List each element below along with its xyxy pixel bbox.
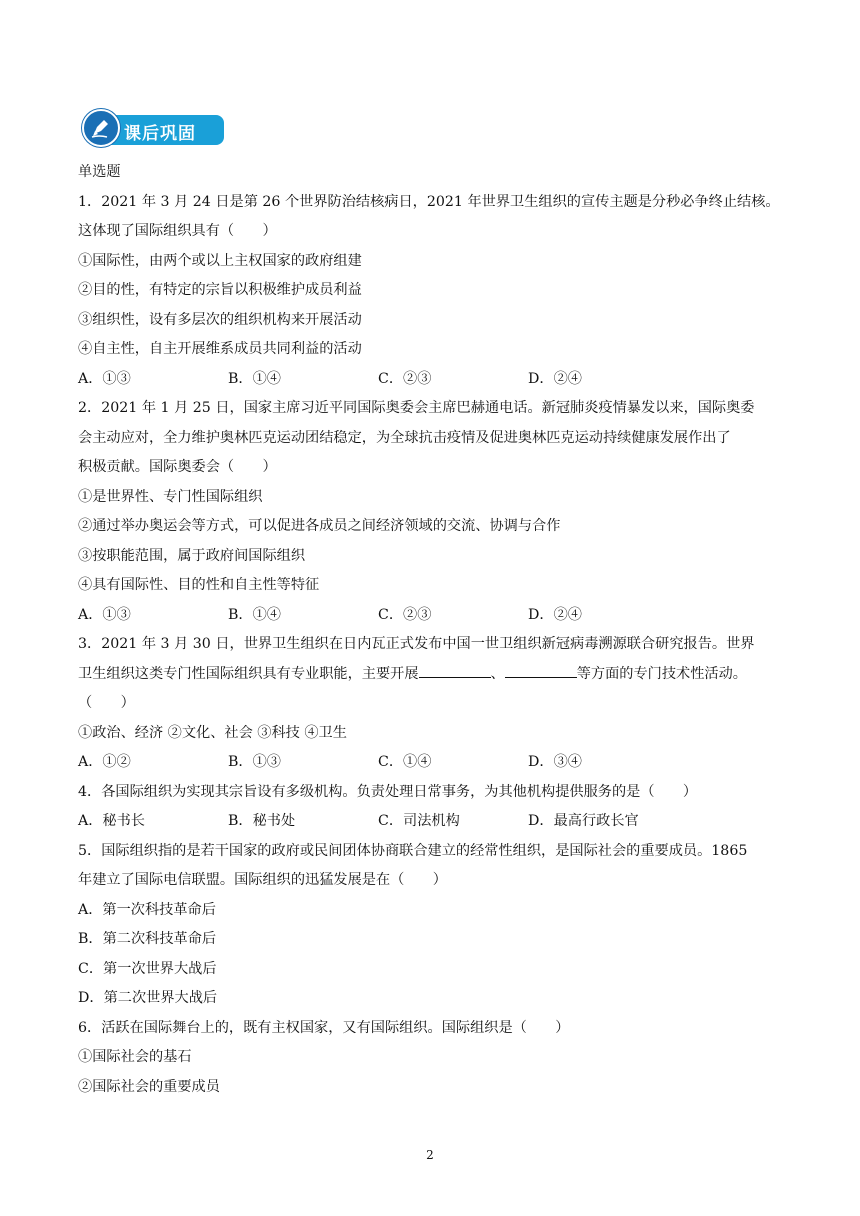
question-stem: 这体现了国际组织具有（ ）	[78, 223, 277, 239]
question-stem: 6．活跃在国际舞台上的，既有主权国家，又有国际组织。国际组织是（ ）	[78, 1019, 570, 1036]
question-stem: 5．国际组织指的是若干国家的政府或民间团体协商联合建立的经常性组织，是国际社会的重要成员。1865	[78, 842, 748, 859]
statement-item: ②通过举办奥运会等方式，可以促进各成员之间经济领域的交流、协调与合作	[78, 518, 561, 534]
pencil-icon	[89, 116, 113, 140]
statement-item: ③按职能范围，属于政府间国际组织	[78, 547, 306, 564]
option-d[interactable]: D．最高行政长官	[528, 813, 639, 829]
option-a[interactable]: A．①②	[78, 754, 131, 770]
statement-item: ②国际社会的重要成员	[78, 1078, 220, 1095]
section-label: 单选题	[78, 164, 121, 180]
option-c[interactable]: C．②③	[378, 370, 432, 387]
question-stem: 3．2021 年 3 月 30 日，世界卫生组织在日内瓦正式发布中国一世卫组织新冠病毒溯源联合研究报告。世界	[78, 636, 755, 652]
option-d[interactable]: D．第二次世界大战后	[78, 990, 218, 1006]
answer-options	[78, 748, 790, 778]
stem-separator: 、	[490, 665, 505, 682]
question-2	[78, 394, 790, 630]
document-body	[78, 158, 790, 1102]
option-a[interactable]: A．①③	[78, 370, 131, 387]
statement-item: ③组织性，设有多层次的组织机构来开展活动	[78, 311, 362, 328]
option-b[interactable]: B．秘书处	[228, 813, 296, 829]
option-a[interactable]: A．秘书长	[78, 813, 145, 829]
banner-circle	[82, 109, 120, 147]
section-banner	[82, 109, 224, 147]
answer-options	[78, 807, 790, 837]
statement-item: ④自主性，自主开展维系成员共同利益的活动	[78, 341, 362, 357]
option-c[interactable]: C．司法机构	[378, 813, 460, 829]
question-1	[78, 188, 790, 395]
question-stem	[78, 660, 790, 690]
question-stem: 年建立了国际电信联盟。国际组织的迅猛发展是在（ ）	[78, 872, 447, 888]
answer-options	[78, 601, 790, 631]
stem-text: 卫生组织这类专门性国际组织具有专业职能，主要开展	[78, 665, 419, 682]
question-stem: 4．各国际组织为实现其宗旨设有多级机构。负责处理日常事务，为其他机构提供服务的是（ ）	[78, 783, 698, 800]
statement-item: ①国际性，由两个或以上主权国家的政府组建	[78, 252, 362, 269]
option-b[interactable]: B．①③	[228, 754, 281, 770]
option-b[interactable]: B．第二次科技革命后	[78, 931, 217, 947]
option-c[interactable]: C．②③	[378, 606, 432, 623]
option-d[interactable]: D．②④	[528, 606, 582, 623]
fill-blank[interactable]	[419, 663, 491, 678]
banner-title: 课后巩固	[124, 124, 196, 144]
option-b[interactable]: B．①④	[228, 606, 281, 623]
stem-text: 等方面的专门技术性活动。	[576, 665, 747, 682]
statement-items: ①政治、经济 ②文化、社会 ③科技 ④卫生	[78, 724, 347, 741]
question-stem: 积极贡献。国际奥委会（ ）	[78, 459, 277, 475]
statement-item: ②目的性，有特定的宗旨以积极维护成员利益	[78, 282, 362, 298]
question-3	[78, 630, 790, 778]
option-b[interactable]: B．①④	[228, 370, 281, 387]
fill-blank[interactable]	[505, 663, 577, 678]
option-d[interactable]: D．③④	[528, 754, 582, 770]
question-stem: 2．2021 年 1 月 25 日，国家主席习近平同国际奥委会主席巴赫通电话。新冠肺炎疫情暴发以来，国际奥委	[78, 400, 755, 416]
option-c[interactable]: C．①④	[378, 754, 432, 770]
question-4	[78, 778, 790, 837]
statement-item: ①是世界性、专门性国际组织	[78, 488, 263, 505]
answer-bracket: （ ）	[78, 695, 135, 711]
answer-options	[78, 365, 790, 395]
option-a[interactable]: A．①③	[78, 606, 131, 623]
question-stem: 会主动应对，全力维护奥林匹克运动团结稳定，为全球抗击疫情及促进奥林匹克运动持续健康发展作出了	[78, 429, 731, 446]
statement-item: ④具有国际性、目的性和自主性等特征	[78, 577, 320, 593]
question-stem: 1．2021 年 3 月 24 日是第 26 个世界防治结核病日，2021 年世界卫生组织的宣传主题是分秒必争终止结核。	[78, 193, 780, 210]
option-c[interactable]: C．第一次世界大战后	[78, 960, 217, 977]
page-number: 2	[426, 1148, 434, 1162]
question-6	[78, 1014, 790, 1103]
statement-item: ①国际社会的基石	[78, 1049, 192, 1065]
question-5	[78, 837, 790, 1014]
option-d[interactable]: D．②④	[528, 370, 582, 387]
option-a[interactable]: A．第一次科技革命后	[78, 901, 216, 918]
